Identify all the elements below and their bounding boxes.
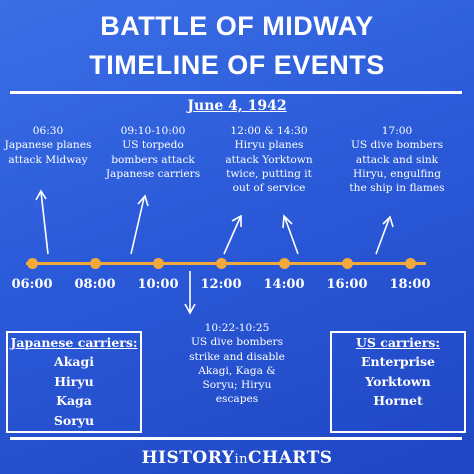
event-line: Japanese planes	[4, 139, 92, 152]
event-line: Hiryu planes	[234, 139, 304, 152]
timeline-dot	[90, 258, 101, 269]
carrier-name: Enterprise	[361, 354, 435, 370]
carrier-name: Hornet	[373, 393, 423, 409]
japanese-carriers-box	[6, 331, 142, 433]
event-time: 17:00	[381, 125, 413, 137]
title-line-2: TIMELINE OF EVENTS	[89, 50, 385, 80]
us-carriers-box	[330, 331, 466, 433]
carrier-name: Yorktown	[365, 373, 431, 389]
japanese-carriers-heading: Japanese carriers:	[10, 335, 138, 350]
timeline-tick-label: 16:00	[326, 277, 368, 292]
date-heading: June 4, 1942	[187, 98, 287, 114]
title-line-1: BATTLE OF MIDWAY	[100, 11, 374, 41]
footer-logo	[0, 448, 474, 468]
event-time: 09:10-10:00	[120, 125, 186, 137]
event-line: Soryu; Hiryu	[202, 379, 272, 392]
event-line: the ship in flames	[349, 182, 445, 195]
footer-part-3: CHARTS	[247, 448, 333, 468]
event-line: escapes	[215, 393, 259, 406]
timeline-tick-label: 10:00	[137, 277, 179, 292]
carrier-name: Soryu	[53, 412, 95, 428]
carrier-name: Hiryu	[54, 373, 94, 389]
event-line: twice, putting it	[226, 167, 312, 180]
event-line: US torpedo	[122, 139, 184, 152]
timeline-dot	[279, 258, 290, 269]
event-line: out of service	[232, 182, 306, 195]
timeline-tick-label: 14:00	[263, 277, 305, 292]
event-line: US dive bombers	[190, 336, 284, 349]
timeline-dot	[216, 258, 227, 269]
footer-divider	[10, 437, 462, 440]
timeline-dot	[153, 258, 164, 269]
event-time: 06:30	[32, 125, 64, 137]
timeline-tick-label: 08:00	[74, 277, 116, 292]
timeline-dot	[27, 258, 38, 269]
event-line: Japanese carriers	[105, 167, 201, 180]
arrow-0910	[131, 198, 144, 254]
event-line: attack and sink	[355, 153, 439, 166]
event-line: bombers attack	[111, 153, 195, 166]
carrier-name: Akagi	[54, 354, 94, 370]
event-line: attack Yorktown	[225, 153, 313, 166]
footer-part-2: in	[234, 452, 248, 467]
arrow-1700	[376, 219, 389, 254]
timeline-tick-label: 12:00	[200, 277, 242, 292]
event-line: attack Midway	[8, 153, 88, 166]
event-line: Hiryu, engulfing	[353, 167, 441, 180]
timeline-tick-label: 18:00	[389, 277, 431, 292]
event-line: strike and disable	[189, 350, 285, 363]
timeline-dot	[405, 258, 416, 269]
event-time: 10:22-10:25	[204, 322, 270, 334]
event-line: US dive bombers	[350, 139, 444, 152]
event-line: Akagi, Kaga &	[198, 364, 276, 377]
carrier-name: Kaga	[56, 393, 92, 409]
timeline-tick-label: 06:00	[11, 277, 53, 292]
us-carriers-heading: US carriers:	[355, 335, 441, 350]
footer-part-1: HISTORY	[141, 448, 235, 468]
arrow-1200	[224, 218, 240, 254]
arrow-0630	[41, 192, 48, 254]
event-time: 12:00 & 14:30	[230, 125, 308, 137]
timeline-dot	[342, 258, 353, 269]
